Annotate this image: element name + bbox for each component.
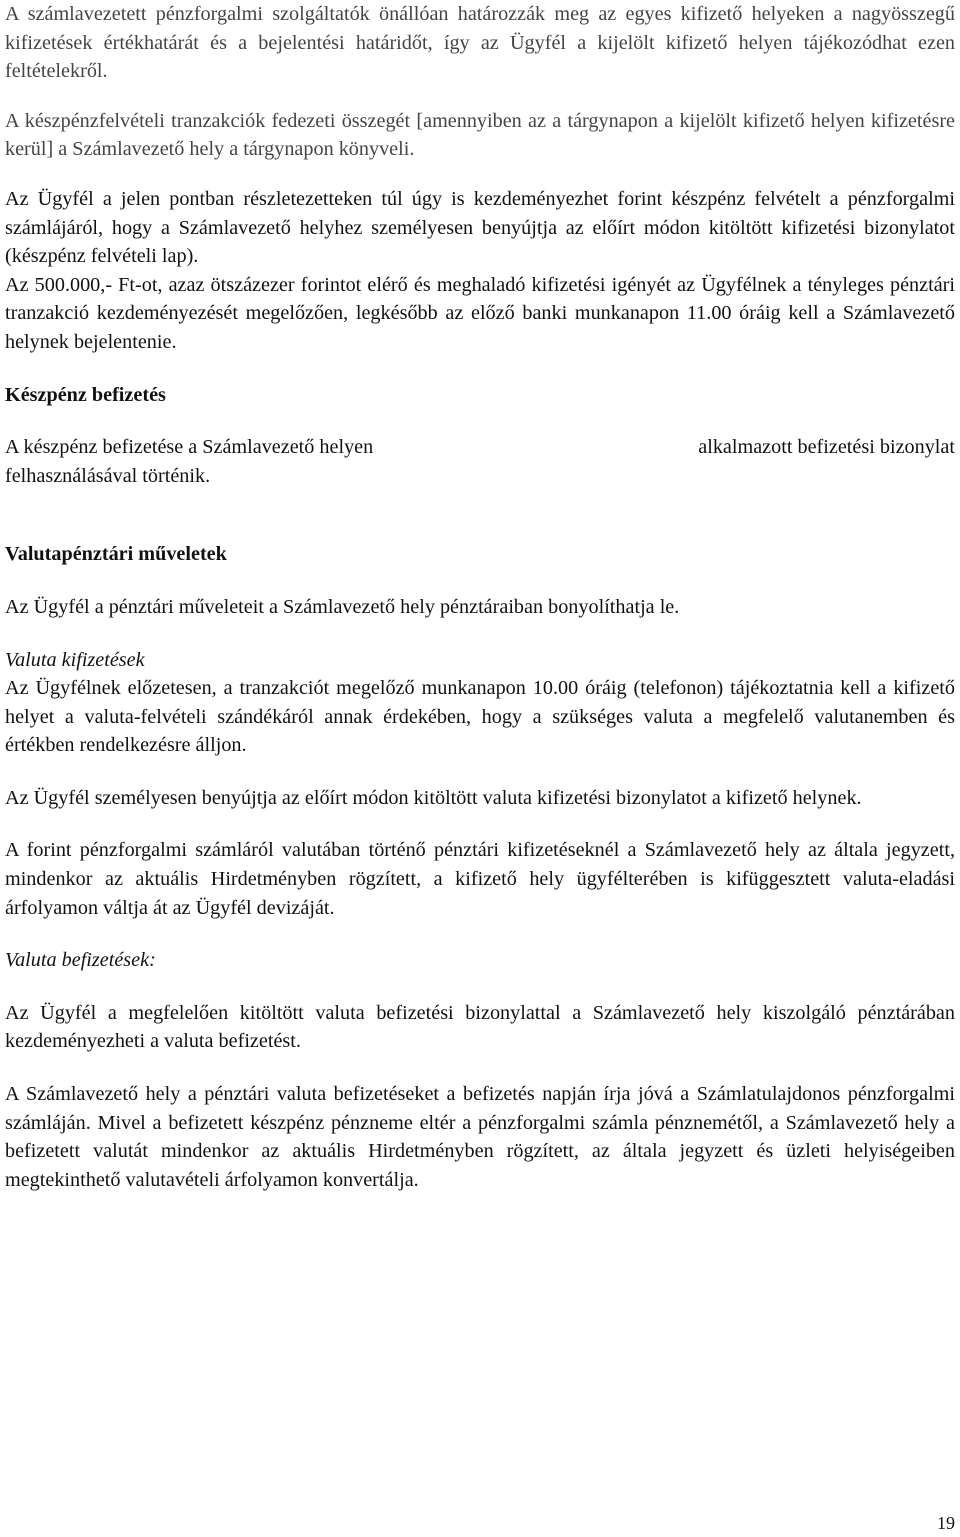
paragraph-cash-operations: Az Ügyfél a pénztári műveleteit a Számlavezető hely pénztáraiban bonyolíthatja le. (5, 595, 680, 618)
cash-deposit-text-line2: felhasználásával történik. (5, 464, 211, 487)
cash-deposit-text-left: A készpénz befizetése a Számlavezető helyen (5, 436, 374, 459)
cash-deposit-text-right: alkalmazott befizetési bizonylat (698, 436, 955, 459)
heading-currency-operations: Valutapénztári műveletek (5, 543, 227, 566)
page-number: 19 (937, 1513, 955, 1533)
paragraph-large-withdrawal-notice: Az 500.000,- Ft-ot, azaz ötszázezer forintot elérő és meghaladó kifizetési igényét az Ügyfélnek a tényleges pénztári tranzakció kezdeményezését megelőzően, legkésőbb az előző banki munkanapon 11.00 óráig kell a Számlavezető helynek bejelentenie. (5, 273, 955, 353)
paragraph-withdrawal-slip: Az Ügyfél a jelen pontban részletezetteken túl úgy is kezdeményezhet forint készpénz felvételt a pénzforgalmi számlájáról, hogy a Számlavezető helyhez személyesen benyújtja az előírt módon kitöltött kifizetési bizonylatot (készpénz felvételi lap). (5, 187, 955, 268)
paragraph-currency-withdrawal-slip: Az Ügyfél személyesen benyújtja az előírt módon kitöltött valuta kifizetési bizonylatot a kifizető helynek. (5, 786, 862, 809)
document-page (5, 0, 955, 1194)
subheading-currency-withdrawals: Valuta kifizetések (5, 648, 145, 671)
paragraph-exchange-rate: A forint pénzforgalmi számláról valutában történő pénztári kifizetéseknél a Számlavezető hely az általa jegyzett, mindenkor az aktuális Hirdetményben rögzített, a kifizető hely ügyfélterében is kifüggesztett valuta-eladási árfolyamon váltja át az Ügyfél devizáját. (5, 839, 955, 919)
paragraph-large-payment-limits: A számlavezetett pénzforgalmi szolgáltatók önállóan határozzák meg az egyes kifizető helyeken a nagyösszegű kifizetések értékhatárát és a bejelentési határidőt, így az Ügyfél a kijelölt kifizető helyen tájékozódhat ezen feltételekről. (5, 3, 955, 83)
paragraph-currency-deposit-conversion: A Számlavezető hely a pénztári valuta befizetéseket a befizetés napján írja jóvá a Számlatulajdonos pénzforgalmi számláján. Mivel a befizetett készpénz pénzneme eltér a pénzforgalmi számla pénznemétől, a Számlavezető hely a befizetett valutát mindenkor az aktuális Hirdetményben rögzített, az általa jegyzett és üzleti helyiségeiben megtekinthető valutavételi árfolyamon konvertálja. (5, 1083, 955, 1191)
paragraph-withdrawal-advance-notice: Az Ügyfélnek előzetesen, a tranzakciót megelőző munkanapon 10.00 óráig (telefonon) tájékoztatnia kell a kifizető helyet a valuta-felvételi szándékáról annak érdekében, hogy a szükséges valuta a megfelelő valutanemben és értékben rendelkezésre álljon. (5, 677, 955, 757)
paragraph-cash-deposit (5, 433, 955, 490)
subheading-currency-deposits: Valuta befizetések: (5, 949, 156, 972)
heading-cash-deposit: Készpénz befizetés (5, 383, 166, 406)
paragraph-currency-deposit-slip: Az Ügyfél a megfelelően kitöltött valuta befizetési bizonylattal a Számlavezető hely kiszolgáló pénztárában kezdeményezheti a valuta befizetést. (5, 1001, 955, 1053)
paragraph-cash-withdrawal-booking: A készpénzfelvételi tranzakciók fedezeti összegét [amennyiben az a tárgynapon a kijelölt kifizető helyen kifizetésre kerül] a Számlavezető hely a tárgynapon könyveli. (5, 109, 955, 161)
